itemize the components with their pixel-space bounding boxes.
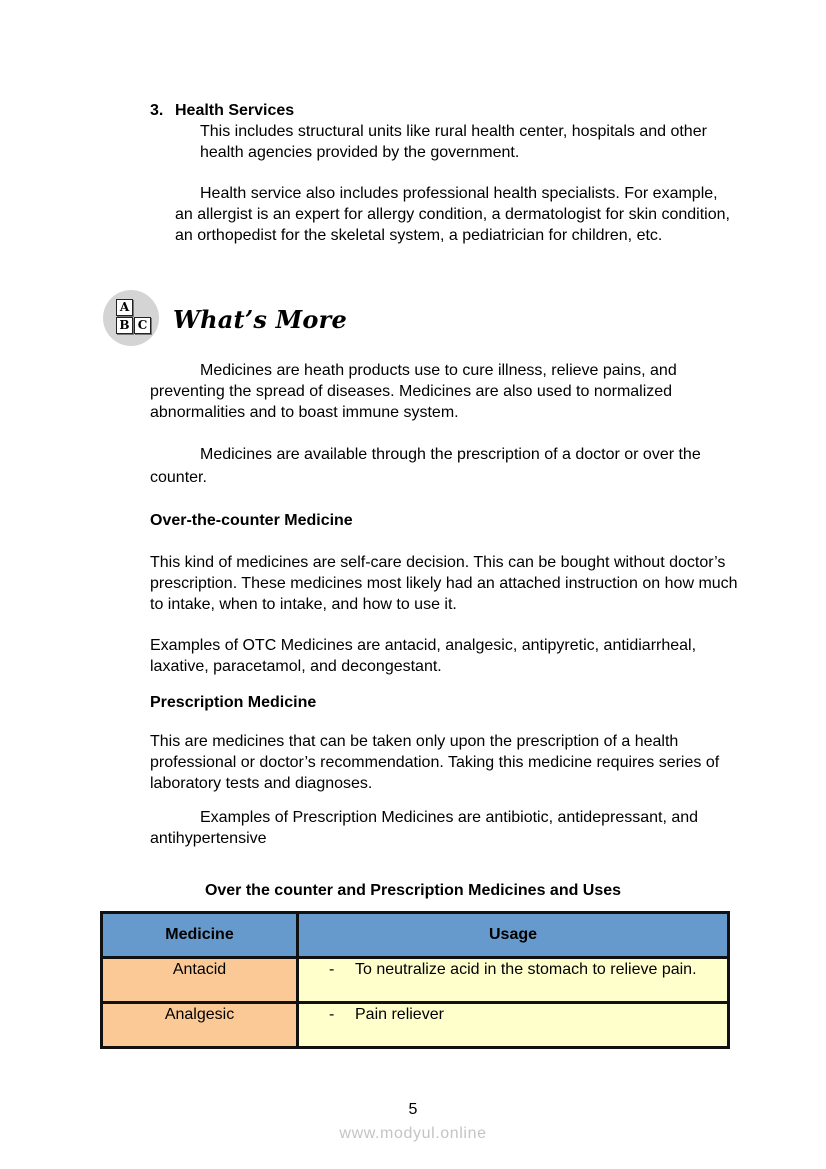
usage-cell [298, 1003, 729, 1048]
block-b: B [116, 317, 133, 334]
block-a: A [116, 299, 133, 316]
column-header-usage: Usage [298, 913, 729, 958]
page-number: 5 [408, 1101, 418, 1118]
subheading-otc-medicine: Over-the-counter Medicine [150, 512, 353, 529]
paragraph: This kind of medicines are self-care decision. This can be bought without doctor’s prescription. These medicines most likely had an attached instruction on how much to intake, when to intake, and how to use it. [150, 554, 738, 613]
table-row [102, 958, 729, 1003]
medicines-table [100, 911, 730, 1049]
section-title-whats-more: What’s More [173, 305, 347, 334]
bullet-dash: - [329, 961, 335, 978]
paragraph: This includes structural units like rural health center, hospitals and other health agencies provided by the government. [200, 123, 707, 161]
medicine-cell: Analgesic [102, 1003, 298, 1048]
table-row [102, 1003, 729, 1048]
paragraph: Medicines are available through the prescription of a doctor or over the counter. [150, 446, 701, 486]
column-header-medicine: Medicine [102, 913, 298, 958]
block-c: C [134, 317, 151, 334]
usage-cell [298, 958, 729, 1003]
paragraph: Examples of OTC Medicines are antacid, analgesic, antipyretic, antidiarrheal, laxative, paracetamol, and decongestant. [150, 637, 697, 675]
bullet-dash: - [329, 1006, 335, 1023]
subheading-prescription-medicine: Prescription Medicine [150, 694, 317, 711]
usage-text: To neutralize acid in the stomach to relieve pain. [355, 961, 697, 978]
medicine-cell: Antacid [102, 958, 298, 1003]
paragraph: Medicines are heath products use to cure illness, relieve pains, and preventing the spread of diseases. Medicines are also used to normalized abnormalities and to boast immune system. [150, 362, 677, 421]
table-header-row [102, 913, 729, 958]
abc-blocks-icon [103, 290, 159, 346]
paragraph: Examples of Prescription Medicines are antibiotic, antidepressant, and antihypertensive [150, 809, 699, 847]
paragraph: Health service also includes professional health specialists. For example, an allergist is an expert for allergy condition, a dermatologist for skin condition, an orthopedist for the skeletal system, a pediatrician for children, etc. [175, 185, 730, 244]
usage-text: Pain reliever [355, 1006, 444, 1023]
section-title: Health Services [175, 102, 295, 119]
section-number: 3. [150, 102, 164, 119]
paragraph: This are medicines that can be taken only upon the prescription of a health professional or doctor’s recommendation. Taking this medicine requires series of laboratory tests and diagnoses. [150, 733, 720, 792]
section-heading-health-services [150, 100, 294, 121]
watermark: www.modyul.online [339, 1125, 487, 1142]
table-title: Over the counter and Prescription Medicines and Uses [204, 882, 622, 899]
